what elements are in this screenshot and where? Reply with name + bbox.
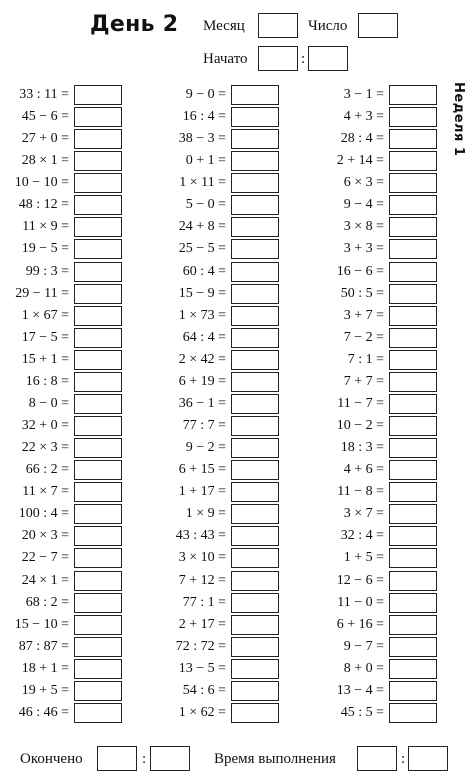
problem-row: [0, 659, 473, 679]
page-title: День 2: [90, 12, 179, 37]
problem-expression: 33 : 11 =: [19, 87, 69, 102]
problem-expression: 13 − 4 =: [336, 682, 384, 698]
answer-box[interactable]: [389, 328, 437, 348]
started-label: Начато: [203, 51, 248, 67]
problem-expression: 8 − 0 =: [28, 395, 69, 411]
answer-box[interactable]: [389, 262, 437, 282]
answer-box[interactable]: [389, 129, 437, 149]
problem-expression: 28 × 1 =: [21, 153, 69, 169]
problem-expression: 43 : 43 =: [175, 528, 226, 544]
problem-expression: 3 + 3 =: [343, 241, 384, 257]
problem-expression: 50 : 5 =: [340, 285, 384, 301]
answer-box[interactable]: [389, 394, 437, 414]
problem-expression: 9 − 2 =: [185, 440, 226, 456]
problem-expression: 7 + 7 =: [343, 373, 384, 389]
problem-expression: 46 : 46 =: [18, 704, 69, 720]
week-label: Неделя 1: [451, 82, 466, 157]
day-field[interactable]: [358, 13, 398, 38]
problem-expression: 68 : 2 =: [25, 594, 69, 610]
answer-box[interactable]: [389, 151, 437, 171]
problem-expression: 15 − 10 =: [14, 616, 69, 632]
problem-expression: 45 : 5 =: [340, 704, 384, 720]
answer-box[interactable]: [389, 637, 437, 657]
problem-row: [0, 615, 473, 635]
problem-expression: 12 − 6 =: [336, 572, 384, 588]
problem-expression: 20 × 3 =: [21, 528, 69, 544]
problem-row: [0, 681, 473, 701]
answer-box[interactable]: [389, 173, 437, 193]
problem-row: [0, 504, 473, 524]
answer-box[interactable]: [389, 107, 437, 127]
problem-expression: 19 + 5 =: [21, 682, 69, 698]
problem-expression: 3 × 7 =: [343, 506, 384, 522]
problem-expression: 24 + 8 =: [178, 219, 226, 235]
problem-row: [0, 306, 473, 326]
problem-expression: 45 − 6 =: [21, 109, 69, 125]
day-label: Число: [308, 18, 348, 34]
problem-expression: 54 : 6 =: [182, 682, 226, 698]
problem-expression: 1 × 9 =: [185, 506, 226, 522]
answer-box[interactable]: [389, 85, 437, 105]
problem-expression: 7 : 1 =: [347, 351, 384, 367]
answer-box[interactable]: [389, 681, 437, 701]
answer-box[interactable]: [389, 526, 437, 546]
problem-row: [0, 328, 473, 348]
problem-expression: 48 : 12 =: [18, 197, 69, 213]
problem-expression: 4 + 6 =: [343, 462, 384, 478]
problem-expression: 22 × 3 =: [21, 440, 69, 456]
problem-expression: 28 : 4 =: [340, 131, 384, 147]
finished-time-separator: :: [142, 751, 147, 767]
problem-expression: 9 − 4 =: [343, 197, 384, 213]
problem-row: [0, 460, 473, 480]
problem-expression: 22 − 7 =: [21, 550, 69, 566]
problem-expression: 3 × 10 =: [178, 550, 226, 566]
problem-expression: 3 − 1 =: [343, 87, 384, 102]
problem-expression: 16 − 6 =: [336, 263, 384, 279]
answer-box[interactable]: [389, 239, 437, 259]
problem-expression: 2 + 14 =: [336, 153, 384, 169]
answer-box[interactable]: [389, 350, 437, 370]
problem-expression: 24 × 1 =: [21, 572, 69, 588]
answer-box[interactable]: [389, 548, 437, 568]
answer-box[interactable]: [389, 593, 437, 613]
problem-row: [0, 372, 473, 392]
problem-expression: 11 − 8 =: [337, 484, 384, 500]
problem-row: [0, 593, 473, 613]
duration-label: Время выполнения: [214, 751, 336, 767]
answer-box[interactable]: [389, 615, 437, 635]
problem-expression: 13 − 5 =: [178, 660, 226, 676]
problem-expression: 9 − 7 =: [343, 638, 384, 654]
started-minutes-field[interactable]: [308, 46, 348, 71]
month-label: Месяц: [203, 18, 245, 34]
problem-expression: 4 + 3 =: [343, 109, 384, 125]
problem-row: [0, 482, 473, 502]
problem-expression: 5 − 0 =: [185, 197, 226, 213]
problem-expression: 6 + 15 =: [178, 462, 226, 478]
problem-expression: 32 + 0 =: [21, 418, 69, 434]
problem-expression: 8 + 0 =: [343, 660, 384, 676]
problem-expression: 87 : 87 =: [18, 638, 69, 654]
problem-expression: 19 − 5 =: [21, 241, 69, 257]
answer-box[interactable]: [389, 504, 437, 524]
answer-box[interactable]: [389, 284, 437, 304]
problem-expression: 11 × 7 =: [22, 484, 69, 500]
problem-expression: 100 : 4 =: [18, 506, 69, 522]
answer-box[interactable]: [389, 416, 437, 436]
problem-expression: 9 − 0 =: [185, 87, 226, 102]
problem-row: [0, 151, 473, 171]
started-hours-field[interactable]: [258, 46, 298, 71]
problem-expression: 1 × 73 =: [178, 307, 226, 323]
answer-box[interactable]: [389, 306, 437, 326]
problem-expression: 60 : 4 =: [182, 263, 226, 279]
duration-minutes-field[interactable]: [408, 746, 448, 771]
answer-box[interactable]: [389, 195, 437, 215]
answer-box[interactable]: [389, 438, 437, 458]
problem-expression: 66 : 2 =: [25, 462, 69, 478]
problem-expression: 1 + 17 =: [178, 484, 226, 500]
problem-expression: 1 + 5 =: [343, 550, 384, 566]
answer-box[interactable]: [389, 659, 437, 679]
problem-expression: 0 + 1 =: [185, 153, 226, 169]
problem-expression: 15 − 9 =: [178, 285, 226, 301]
problem-expression: 1 × 62 =: [178, 704, 226, 720]
problem-row: [0, 85, 473, 105]
problem-expression: 2 × 42 =: [178, 351, 226, 367]
problem-expression: 11 − 0 =: [337, 594, 384, 610]
finished-label: Окончено: [20, 751, 83, 767]
problem-row: [0, 350, 473, 370]
problem-expression: 18 + 1 =: [21, 660, 69, 676]
problem-row: [0, 548, 473, 568]
month-field[interactable]: [258, 13, 298, 38]
problem-expression: 18 : 3 =: [340, 440, 384, 456]
problem-row: [0, 262, 473, 282]
answer-box[interactable]: [389, 482, 437, 502]
problem-expression: 64 : 4 =: [182, 329, 226, 345]
problem-expression: 38 − 3 =: [178, 131, 226, 147]
problem-expression: 77 : 1 =: [182, 594, 226, 610]
problem-row: [0, 195, 473, 215]
problem-expression: 99 : 3 =: [25, 263, 69, 279]
problem-expression: 6 + 16 =: [336, 616, 384, 632]
answer-box[interactable]: [389, 460, 437, 480]
problem-row: [0, 284, 473, 304]
problem-expression: 27 + 0 =: [21, 131, 69, 147]
problem-row: [0, 173, 473, 193]
problem-expression: 11 − 7 =: [337, 395, 384, 411]
problem-row: [0, 416, 473, 436]
problem-row: [0, 637, 473, 657]
duration-hours-field[interactable]: [357, 746, 397, 771]
problem-expression: 72 : 72 =: [175, 638, 226, 654]
problem-expression: 3 × 8 =: [343, 219, 384, 235]
problem-expression: 11 × 9 =: [22, 219, 69, 235]
answer-box[interactable]: [389, 571, 437, 591]
problem-expression: 6 × 3 =: [343, 175, 384, 191]
problem-expression: 1 × 67 =: [21, 307, 69, 323]
problem-row: [0, 438, 473, 458]
problem-expression: 77 : 7 =: [182, 418, 226, 434]
answer-box[interactable]: [389, 217, 437, 237]
problem-expression: 29 − 11 =: [15, 285, 69, 301]
started-time-separator: :: [301, 51, 306, 67]
problem-expression: 15 + 1 =: [21, 351, 69, 367]
problem-expression: 17 − 5 =: [21, 329, 69, 345]
problem-row: [0, 217, 473, 237]
problem-row: [0, 703, 473, 723]
problem-expression: 36 − 1 =: [178, 395, 226, 411]
duration-time-separator: :: [401, 751, 406, 767]
problem-expression: 16 : 8 =: [25, 373, 69, 389]
problem-expression: 6 + 19 =: [178, 373, 226, 389]
problem-expression: 10 − 2 =: [336, 418, 384, 434]
problem-row: [0, 107, 473, 127]
problem-row: [0, 526, 473, 546]
problem-row: [0, 239, 473, 259]
problem-expression: 25 − 5 =: [178, 241, 226, 257]
finished-minutes-field[interactable]: [150, 746, 190, 771]
problem-row: [0, 571, 473, 591]
problem-row: [0, 394, 473, 414]
problem-row: [0, 129, 473, 149]
answer-box[interactable]: [389, 703, 437, 723]
answer-box[interactable]: [389, 372, 437, 392]
finished-hours-field[interactable]: [97, 746, 137, 771]
problem-expression: 7 − 2 =: [343, 329, 384, 345]
problem-expression: 1 × 11 =: [179, 175, 226, 191]
problem-expression: 3 + 7 =: [343, 307, 384, 323]
problem-expression: 2 + 17 =: [178, 616, 226, 632]
problem-expression: 16 : 4 =: [182, 109, 226, 125]
problem-expression: 10 − 10 =: [14, 175, 69, 191]
problem-expression: 32 : 4 =: [340, 528, 384, 544]
problem-expression: 7 + 12 =: [178, 572, 226, 588]
